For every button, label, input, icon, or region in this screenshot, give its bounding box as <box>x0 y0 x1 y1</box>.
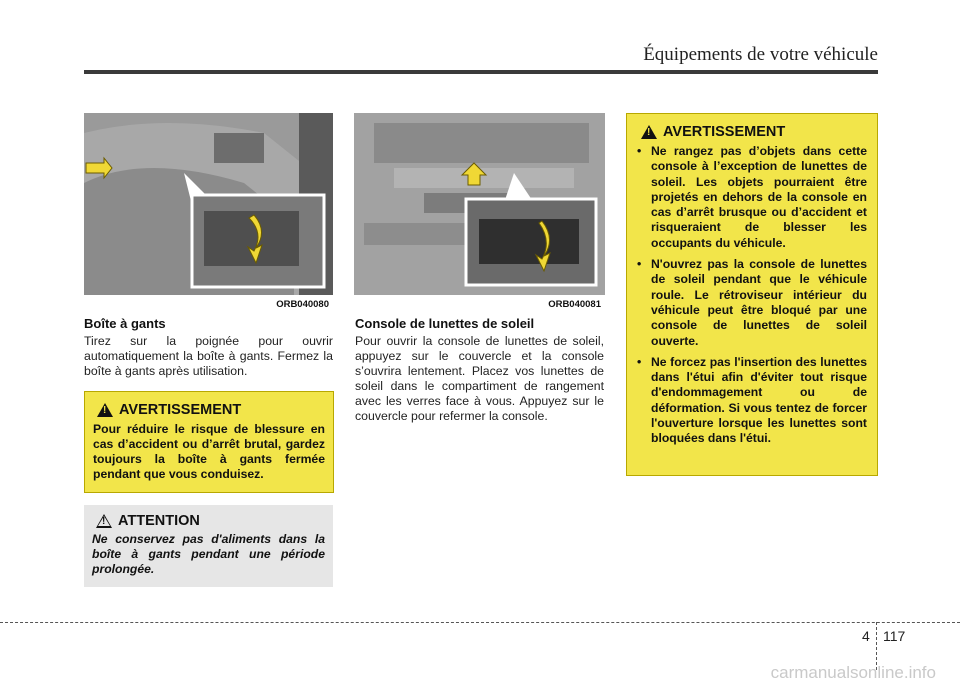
warning-list <box>633 144 867 447</box>
header-rule <box>84 70 878 74</box>
page-header-title: Équipements de votre véhicule <box>643 44 878 65</box>
watermark: carmanualsonline.info <box>770 663 936 682</box>
glovebox-illustration <box>84 113 333 311</box>
attention-heading <box>96 513 333 529</box>
attention-text: Ne conservez pas d'aliments dans la boîte à gants pendant une période prolongée. <box>92 532 325 576</box>
warning-heading-text: AVERTISSEMENT <box>663 124 786 140</box>
warning-heading <box>641 124 877 140</box>
sunglass-warning-box <box>626 113 878 476</box>
attention-heading-text: ATTENTION <box>118 513 200 529</box>
glovebox-text: Tirez sur la poignée pour ouvrir automatiquement la boîte à gants. Fermez la boîte à gants après utilisation. <box>84 334 333 378</box>
warning-item: • N'ouvrez pas la console de lunettes de soleil pendant que le véhicule roule. Le rétroviseur intérieur du véhicule peut être bloqué par une console de lunettes de soleil ouverte. <box>633 257 867 349</box>
chapter-number: 4 <box>862 628 870 644</box>
warning-icon <box>641 125 657 139</box>
glovebox-title: Boîte à gants <box>84 316 166 331</box>
caution-icon <box>96 514 112 528</box>
sunglass-illustration <box>354 113 605 311</box>
warning-item: • Ne rangez pas d’objets dans cette console à l’exception de lunettes de soleil. Les objets pourraient être projetés en dehors de la console en cas d’arrêt brusque ou d’accident et risqueraient de blesser les occupants du véhicule. <box>633 144 867 251</box>
warning-icon <box>97 403 113 417</box>
glovebox-image <box>84 113 333 311</box>
warning-heading-text: AVERTISSEMENT <box>119 402 242 418</box>
warning-heading <box>97 402 333 418</box>
sunglass-title: Console de lunettes de soleil <box>355 316 535 331</box>
warning-item: • Ne forcez pas l'insertion des lunettes dans l'étui afin d'éviter tout risque d'endommagement ou de déformation. Si vous tentez de forcer l'ouverture lorsque les lunettes sont bloquées dans l'étui. <box>633 355 867 447</box>
sunglass-image <box>354 113 605 311</box>
glovebox-warning-box <box>84 391 334 493</box>
image-code: ORB040080 <box>276 299 329 310</box>
image-code: ORB040081 <box>548 299 601 310</box>
attention-box <box>84 505 333 587</box>
sunglass-text: Pour ouvrir la console de lunettes de soleil, appuyez sur le couvercle et la console s’ouvrira lentement. Placez vos lunettes de soleil dans le compartiment de rangement avec les verres face à vous. Appuyez sur le couvercle pour refermer la console. <box>355 334 604 423</box>
warning-text: Pour réduire le risque de blessure en cas d’accident ou d’arrêt brutal, gardez toujours la boîte à gants fermée pendant que vous conduisez. <box>93 422 325 481</box>
page-number: 117 <box>883 628 906 644</box>
footer-rule <box>0 622 960 623</box>
